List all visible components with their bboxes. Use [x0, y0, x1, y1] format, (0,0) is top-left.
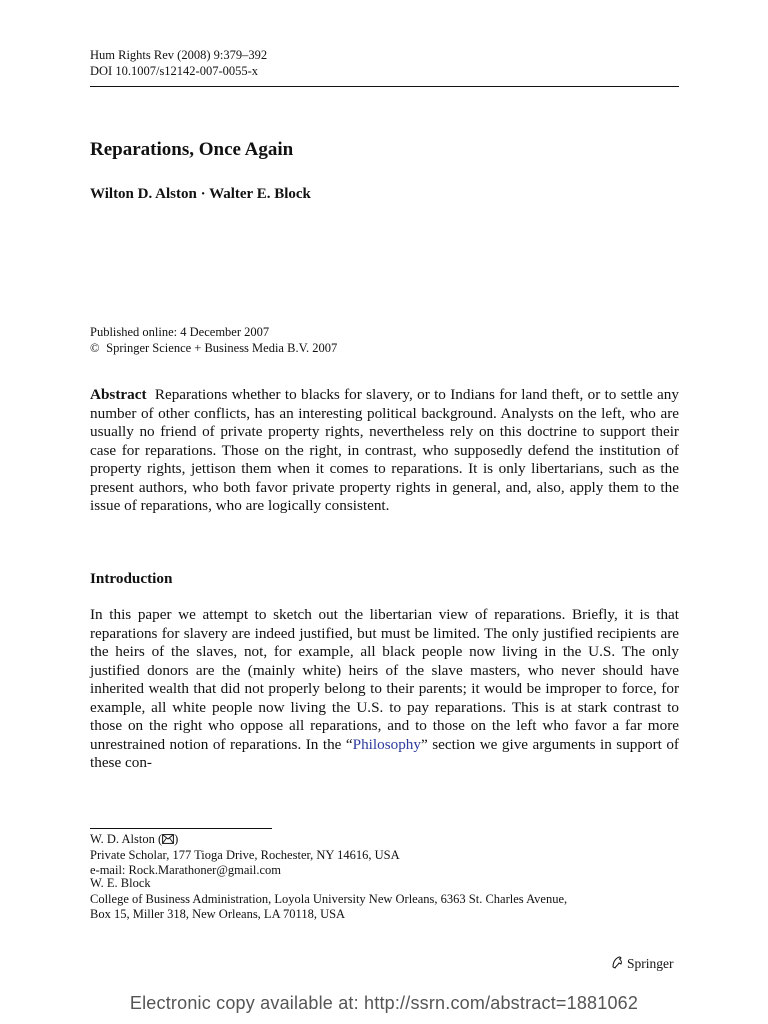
- published-date: Published online: 4 December 2007: [90, 325, 270, 339]
- footnote-rule: [90, 828, 272, 829]
- article-authors: Wilton D. Alston · Walter E. Block: [90, 186, 311, 202]
- alston-address: Private Scholar, 177 Tioga Drive, Rochester, NY 14616, USA: [90, 847, 400, 862]
- article-title: Reparations, Once Again: [90, 139, 294, 160]
- journal-doi: DOI 10.1007/s12142-007-0055-x: [90, 63, 259, 78]
- intro-text-after-link: ” section we give arguments in support of these con-: [90, 735, 679, 771]
- alston-name-close: ): [174, 832, 179, 846]
- journal-citation: Hum Rights Rev (2008) 9:379–392: [90, 48, 268, 62]
- copyright-text: Springer Science + Business Media B.V. 2007: [106, 340, 338, 355]
- alston-name: W. D. Alston (: [90, 832, 163, 846]
- block-address-line1: College of Business Administration, Loyola University New Orleans, 6363 St. Charles Avenue,: [90, 891, 568, 906]
- alston-email[interactable]: e-mail: Rock.Marathoner@gmail.com: [90, 863, 281, 877]
- philosophy-section-link[interactable]: Philosophy: [352, 735, 421, 753]
- abstract-label: Abstract: [90, 386, 147, 403]
- springer-wordmark: Springer: [627, 956, 674, 971]
- alston-name-line: [90, 832, 400, 848]
- intro-text-before-link: In this paper we attempt to sketch out the libertarian view of reparations. Briefly, it is that reparations for slavery are indeed justified, but must be limited. The only justified recipients are the heirs of the slaves, not, for example, all black people now living in the U.S. The only justified donors are the (mainly white) heirs of the slave masters, who never should have inherited wealth that did not properly belong to their parents; it would be improper to force, for example, all white people now living the U.S. to pay reparations. This is at stark contrast to those on the right who oppose all reparations, and to those on the left who favor a far more unrestrained notion of reparations. In the “: [90, 606, 679, 753]
- envelope-icon[interactable]: [162, 832, 174, 846]
- publisher-logo: [610, 955, 674, 973]
- publication-info: [90, 325, 337, 356]
- springer-horse-icon: [610, 955, 624, 973]
- introduction-heading: Introduction: [90, 570, 173, 587]
- copyright-icon: ©: [90, 340, 100, 355]
- introduction-paragraph: [90, 606, 679, 773]
- footnote-block: [90, 876, 567, 923]
- block-name: W. E. Block: [90, 876, 151, 890]
- footnote-alston: [90, 832, 400, 879]
- abstract: [90, 386, 679, 516]
- copyright-line: [90, 341, 337, 357]
- ssrn-footer[interactable]: Electronic copy available at: http://ssrn.com/abstract=1881062: [129, 993, 639, 1013]
- journal-header: [90, 48, 267, 79]
- abstract-text: Reparations whether to blacks for slavery, or to Indians for land theft, or to settle any number of other conflicts, has an interesting political background. Analysts on the left, who are usually no friend of private property rights, nevertheless rely on this doctrine to support their case for reparations. Those on the right, in contrast, who supposedly defend the institution of property rights, jettison them when it comes to reparations. It is only libertarians, such as the present authors, who both favor private property rights in general, and, also, apply them to the issue of reparations, who are logically consistent.: [90, 386, 679, 514]
- block-address-line2: Box 15, Miller 318, New Orleans, LA 70118, USA: [90, 907, 346, 921]
- header-rule: [90, 86, 679, 87]
